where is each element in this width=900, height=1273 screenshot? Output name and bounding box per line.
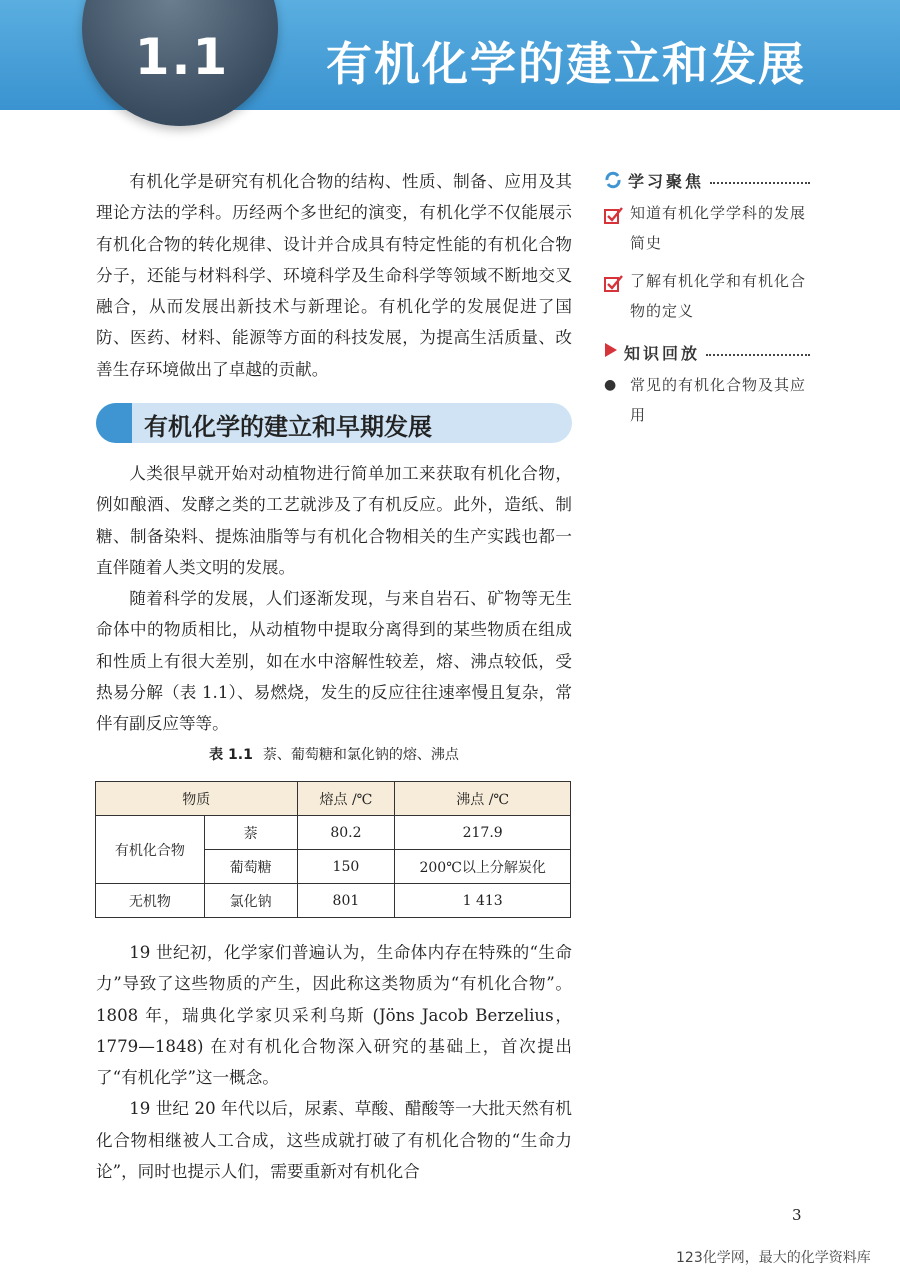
category-organic: 有机化合物 — [96, 816, 205, 884]
focus-item: 知道有机化学学科的发展简史 — [604, 198, 810, 258]
focus-item: 了解有机化学和有机化合物的定义 — [604, 266, 810, 326]
table-caption — [96, 744, 572, 764]
table-row — [96, 816, 571, 850]
subheading-text: 有机化学的建立和早期发展 — [144, 413, 432, 441]
table-header-row — [96, 782, 571, 816]
play-icon — [604, 342, 618, 362]
boiling-point: 1 413 — [395, 884, 571, 918]
review-title: 知识回放 — [624, 343, 701, 363]
substance-name: 萘 — [204, 816, 297, 850]
category-inorganic: 无机物 — [96, 884, 205, 918]
substance-name: 葡萄糖 — [204, 850, 297, 884]
table-caption-text: 萘、葡萄糖和氯化钠的熔、沸点 — [262, 747, 459, 763]
table-row — [96, 884, 571, 918]
learning-focus-heading — [604, 168, 810, 192]
bullet-icon: ● — [604, 377, 618, 393]
body-block-b — [96, 937, 572, 1187]
table-caption-label: 表 1.1 — [209, 747, 253, 763]
melting-point: 80.2 — [297, 816, 395, 850]
focus-icon — [604, 171, 622, 189]
sidebar — [604, 168, 810, 430]
checkbox-icon — [604, 266, 630, 326]
subheading — [96, 403, 572, 443]
paragraph: 随着科学的发展，人们逐渐发现，与来自岩石、矿物等无生命体中的物质相比，从动植物中提取分离得到的某些物质在组成和性质上有很大差别，如在水中溶解性较差，熔、沸点较低，受热易分解（表 1.1）、易燃烧，发生的反应往往速率慢且复杂，常伴有副反应等等。 — [96, 589, 572, 734]
subheading-tab — [96, 403, 132, 443]
body-block-a — [96, 458, 572, 740]
intro-paragraph: 有机化学是研究有机化合物的结构、性质、制备、应用及其理论方法的学科。历经两个多世纪的演变，有机化学不仅能展示有机化合物的转化规律、设计并合成具有特定性能的有机化合物分子，还能与材料科学、环境科学及生命科学等领域不断地交叉融合，从而发展出新技术与新理论。有机化学的发展促进了国防、医药、材料、能源等方面的科技发展，为提高生活质量、改善生存环境做出了卓越的贡献。 — [96, 172, 572, 379]
header-melting-point: 熔点 /℃ — [297, 782, 395, 816]
boiling-point: 200℃以上分解炭化 — [395, 850, 571, 884]
paragraph: 19 世纪初，化学家们普遍认为，生命体内存在特殊的“生命力”导致了这些物质的产生，因此称这类物质为“有机化合物”。1808 年，瑞典化学家贝采利乌斯 (Jöns Jacob Berzelius，1779—1848) 在对有机化合物深入研究的基础上，首次提出了“有机化学”这一概念。 — [96, 943, 572, 1088]
checkbox-icon — [604, 198, 630, 258]
page-number: 3 — [792, 1206, 802, 1224]
paragraph: 人类很早就开始对动植物进行简单加工来获取有机化合物，例如酿酒、发酵之类的工艺就涉及了有机反应。此外，造纸、制糖、制备染料、提炼油脂等与有机化合物相关的生产实践也都一直伴随着人类文明的发展。 — [96, 464, 572, 577]
boiling-point: 217.9 — [395, 816, 571, 850]
knowledge-review-heading — [604, 340, 810, 364]
footer-watermark: 123化学网，最大的化学资料库 — [676, 1250, 871, 1266]
review-item: ● 常见的有机化合物及其应用 — [604, 370, 810, 430]
melting-boiling-table — [95, 781, 571, 918]
section-number: 1.1 — [134, 28, 230, 86]
melting-point: 801 — [297, 884, 395, 918]
focus-title: 学习聚焦 — [628, 171, 705, 191]
intro-block — [96, 166, 572, 385]
melting-point: 150 — [297, 850, 395, 884]
header-substance: 物质 — [96, 782, 298, 816]
section-title: 有机化学的建立和发展 — [326, 37, 806, 91]
paragraph: 19 世纪 20 年代以后，尿素、草酸、醋酸等一大批天然有机化合物相继被人工合成，这些成就打破了有机化合物的“生命力论”，同时也提示人们，需要重新对有机化合 — [96, 1099, 572, 1182]
header-boiling-point: 沸点 /℃ — [395, 782, 571, 816]
substance-name: 氯化钠 — [204, 884, 297, 918]
